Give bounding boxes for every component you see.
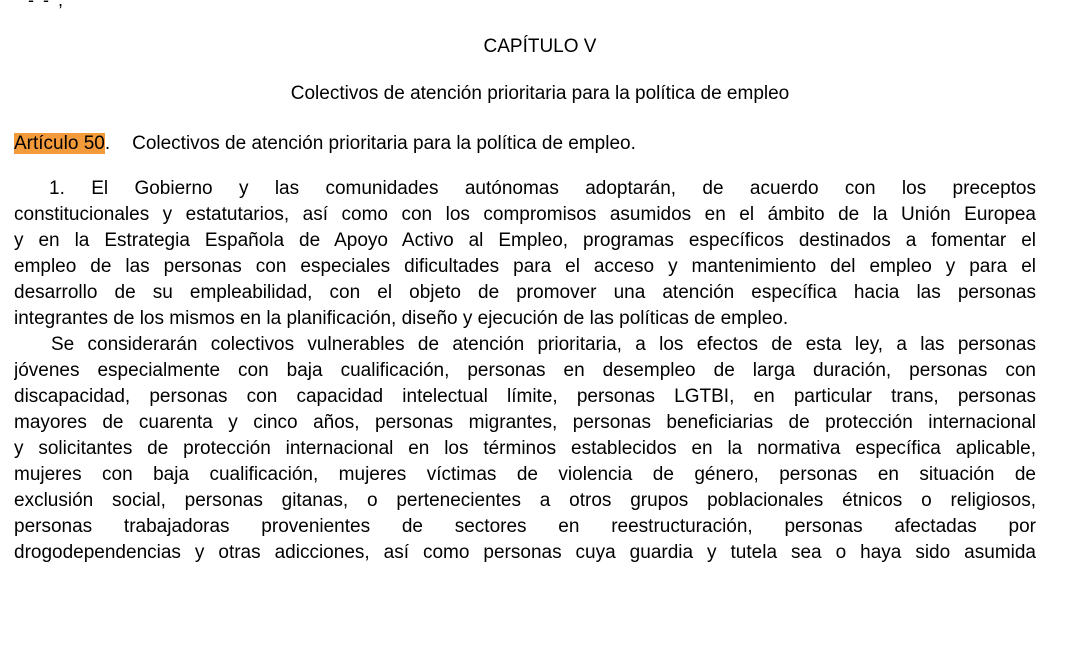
article-number-period: . — [104, 133, 111, 154]
paragraph-line: personas trabajadoras provenientes de sectores en reestructuración, personas afectadas por — [14, 516, 1036, 537]
article-number-highlighted: Artículo 50 — [14, 133, 105, 154]
paragraph-line: mujeres con baja cualificación, mujeres víctimas de violencia de género, personas en situación de — [14, 464, 1036, 485]
paragraph-line: jóvenes especialmente con baja cualificación, personas en desempleo de larga duración, personas con — [14, 360, 1036, 381]
paragraph-line: mayores de cuarenta y cinco años, personas migrantes, personas beneficiarias de protección internacional — [14, 412, 1036, 433]
paragraph-line: Se considerarán colectivos vulnerables de atención prioritaria, a los efectos de esta ley, a las personas — [51, 334, 1036, 355]
chapter-subtitle: Colectivos de atención prioritaria para la política de empleo — [290, 83, 790, 104]
article-body — [14, 178, 1036, 568]
previous-page-text-fragment: - - , — [28, 0, 65, 10]
paragraph-line: integrantes de los mismos en la planificación, diseño y ejecución de las políticas de empleo. — [14, 308, 789, 329]
paragraph-line: y en la Estrategia Española de Apoyo Activo al Empleo, programas específicos destinados a fomentar el — [14, 230, 1036, 251]
paragraph-line: 1. El Gobierno y las comunidades autónomas adoptarán, de acuerdo con los preceptos — [49, 178, 1036, 199]
paragraph-line: empleo de las personas con especiales dificultades para el acceso y mantenimiento del empleo y para el — [14, 256, 1036, 277]
paragraph-line: y solicitantes de protección internacional en los términos establecidos en la normativa específica aplicable, — [14, 438, 1036, 459]
article-heading — [14, 133, 636, 155]
paragraph-line: constitucionales y estatutarios, así como con los compromisos asumidos en el ámbito de la Unión Europea — [14, 204, 1036, 225]
paragraph-line: drogodependencias y otras adicciones, así como personas cuya guardia y tutela sea o haya sido asumida — [14, 542, 1036, 563]
paragraph-line: discapacidad, personas con capacidad intelectual límite, personas LGTBI, en particular trans, personas — [14, 386, 1036, 407]
paragraph-line: exclusión social, personas gitanas, o pertenecientes a otros grupos poblacionales étnicos o religiosos, — [14, 490, 1036, 511]
chapter-title: CAPÍTULO V — [483, 36, 597, 57]
paragraph-line: desarrollo de su empleabilidad, con el objeto de promover una atención específica hacia las personas — [14, 282, 1036, 303]
article-title: Colectivos de atención prioritaria para la política de empleo. — [132, 133, 636, 154]
